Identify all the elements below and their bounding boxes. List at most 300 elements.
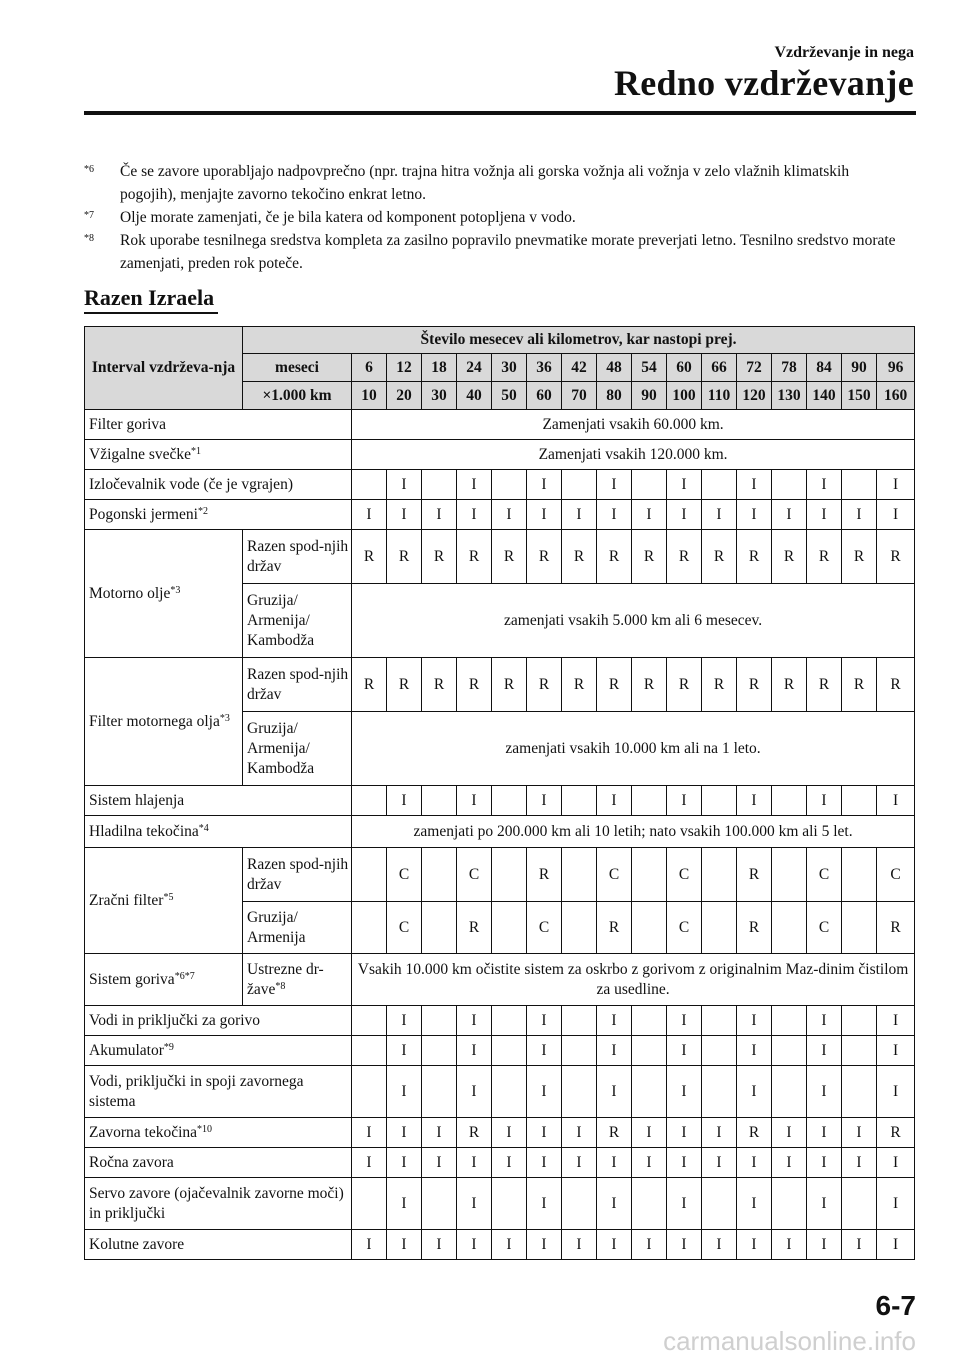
interval-cell (562, 470, 597, 500)
km-cell: 130 (772, 382, 807, 410)
footnote-mark: *7 (84, 210, 94, 221)
interval-cell (632, 1006, 667, 1036)
footnote-ref: *3 (219, 712, 230, 724)
interval-cell: I (667, 786, 702, 816)
interval-cell: I (807, 1148, 842, 1178)
interval-cell (352, 786, 387, 816)
interval-cell: I (632, 1230, 667, 1260)
interval-cell: I (387, 1148, 422, 1178)
interval-cell (772, 902, 807, 954)
interval-cell: R (737, 1118, 772, 1148)
row-engine-oil (85, 530, 915, 584)
footnote-ref: *6*7 (174, 970, 195, 982)
interval-cell: I (702, 1230, 737, 1260)
row-fuel-lines (85, 1006, 915, 1036)
interval-cell: R (597, 658, 632, 712)
interval-cell (702, 902, 737, 954)
interval-cell (842, 786, 877, 816)
interval-cell (842, 470, 877, 500)
interval-cell: R (877, 530, 915, 584)
row-sublabel: Ustrezne dr-žave (247, 960, 324, 998)
row-oil-filter (85, 658, 915, 712)
interval-cell (702, 848, 737, 902)
row-parking-brake (85, 1148, 915, 1178)
month-cell: 6 (352, 354, 387, 382)
chapter-title: Vzdrževanje in nega (774, 44, 914, 61)
row-battery (85, 1036, 915, 1066)
interval-cell (352, 1178, 387, 1230)
interval-cell: R (527, 658, 562, 712)
interval-cell (562, 848, 597, 902)
interval-cell: I (422, 500, 457, 530)
interval-cell (492, 470, 527, 500)
row-label: Zračni filter (89, 891, 164, 909)
interval-cell (422, 1178, 457, 1230)
row-sublabel: Razen spod-njih držav (243, 848, 352, 902)
interval-cell (702, 1036, 737, 1066)
interval-cell (842, 902, 877, 954)
interval-cell: I (842, 1118, 877, 1148)
interval-cell (772, 786, 807, 816)
interval-cell: I (772, 1118, 807, 1148)
interval-cell: R (492, 658, 527, 712)
month-cell: 60 (667, 354, 702, 382)
interval-cell: R (352, 658, 387, 712)
month-cell: 84 (807, 354, 842, 382)
interval-cell: I (527, 1148, 562, 1178)
row-brake-fluid (85, 1118, 915, 1148)
interval-cell (702, 1178, 737, 1230)
interval-cell: R (807, 530, 842, 584)
interval-cell: I (667, 1148, 702, 1178)
interval-cell: I (387, 1230, 422, 1260)
row-sublabel: Razen spod-njih držav (243, 658, 352, 712)
interval-cell: I (667, 1178, 702, 1230)
interval-cell: I (842, 1148, 877, 1178)
interval-cell: C (597, 848, 632, 902)
footnote-8 (84, 229, 904, 275)
interval-cell: R (597, 902, 632, 954)
interval-cell: R (772, 530, 807, 584)
interval-cell: I (702, 500, 737, 530)
interval-cell: R (842, 530, 877, 584)
footnote-ref: *1 (191, 445, 201, 457)
row-sublabel: Gruzija/ Armenija/ Kambodža (243, 584, 352, 658)
interval-cell: I (772, 1230, 807, 1260)
interval-cell: I (457, 470, 492, 500)
footnote-text: Olje morate zamenjati, če je bila katera od komponent potopljena v vodo. (120, 209, 576, 226)
km-cell: 70 (562, 382, 597, 410)
row-text: Zamenjati vsakih 120.000 km. (352, 440, 915, 470)
interval-cell: I (527, 1118, 562, 1148)
interval-cell: I (387, 1118, 422, 1148)
interval-cell: R (632, 658, 667, 712)
interval-cell: R (597, 1118, 632, 1148)
interval-cell (632, 786, 667, 816)
interval-cell (492, 1006, 527, 1036)
interval-cell: R (387, 658, 422, 712)
footnotes (84, 160, 904, 275)
interval-cell: I (877, 500, 915, 530)
interval-cell (772, 470, 807, 500)
interval-cell (352, 1066, 387, 1118)
interval-cell: I (527, 1230, 562, 1260)
interval-cell: I (457, 1148, 492, 1178)
row-brake-lines (85, 1066, 915, 1118)
interval-cell: I (737, 1178, 772, 1230)
interval-cell (422, 902, 457, 954)
interval-cell (842, 1036, 877, 1066)
interval-cell: I (772, 500, 807, 530)
interval-cell (352, 470, 387, 500)
month-cell: 36 (527, 354, 562, 382)
km-cell: 30 (422, 382, 457, 410)
interval-cell: I (702, 1148, 737, 1178)
interval-cell (492, 902, 527, 954)
interval-cell: I (527, 500, 562, 530)
interval-cell: I (737, 1148, 772, 1178)
interval-cell: I (632, 1148, 667, 1178)
row-label: Vodi in priključki za gorivo (85, 1006, 352, 1036)
interval-cell: I (667, 1230, 702, 1260)
interval-cell: I (737, 1230, 772, 1260)
interval-cell (632, 902, 667, 954)
interval-cell (632, 848, 667, 902)
interval-cell: C (877, 848, 915, 902)
row-servo (85, 1178, 915, 1230)
interval-cell: I (387, 786, 422, 816)
row-label: Filter goriva (85, 410, 352, 440)
row-sublabel: Gruzija/ Armenija (243, 902, 352, 954)
interval-cell: C (667, 848, 702, 902)
interval-cell: C (667, 902, 702, 954)
footnote-text: Če se zavore uporabljajo nadpovprečno (npr. trajna hitra vožnja ali gorska vožnja ali vožnja v zelo vlažnih klimatskih pogojih), menjajte zavorno tekočino enkrat letno. (120, 163, 850, 203)
month-cell: 96 (877, 354, 915, 382)
interval-cell (632, 1066, 667, 1118)
interval-cell: I (737, 500, 772, 530)
month-cell: 66 (702, 354, 737, 382)
interval-cell: I (737, 1006, 772, 1036)
interval-cell: R (352, 530, 387, 584)
interval-cell (772, 1066, 807, 1118)
interval-cell: I (387, 1178, 422, 1230)
month-cell: 18 (422, 354, 457, 382)
month-cell: 54 (632, 354, 667, 382)
row-text: Zamenjati vsakih 60.000 km. (352, 410, 915, 440)
interval-cell: I (807, 1006, 842, 1036)
footnote-ref: *2 (197, 505, 208, 517)
maintenance-table (84, 326, 915, 1260)
interval-cell: I (492, 1230, 527, 1260)
km-cell: 10 (352, 382, 387, 410)
row-label: Filter motornega olja (89, 712, 220, 730)
interval-cell: I (527, 1006, 562, 1036)
interval-cell: I (492, 500, 527, 530)
interval-cell: I (772, 1148, 807, 1178)
row-label: Hladilna tekočina (89, 822, 199, 840)
interval-cell: I (807, 1118, 842, 1148)
row-spark-plugs (85, 440, 915, 470)
interval-cell: C (387, 902, 422, 954)
interval-cell: I (667, 500, 702, 530)
row-label: Ročna zavora (85, 1148, 352, 1178)
row-text: zamenjati po 200.000 km ali 10 letih; nato vsakih 100.000 km ali 5 let. (352, 816, 915, 848)
footnote-ref: *5 (163, 891, 174, 903)
interval-cell: I (527, 1178, 562, 1230)
interval-cell (352, 1006, 387, 1036)
interval-cell: R (877, 1118, 915, 1148)
interval-cell (562, 902, 597, 954)
interval-cell (492, 786, 527, 816)
interval-cell: I (807, 1178, 842, 1230)
interval-cell: I (527, 470, 562, 500)
interval-cell: I (457, 786, 492, 816)
interval-cell: I (492, 1118, 527, 1148)
interval-cell (492, 848, 527, 902)
km-cell: 160 (877, 382, 915, 410)
interval-cell (772, 1178, 807, 1230)
row-label: Vodi, priključki in spoji zavornega sistema (85, 1066, 352, 1118)
month-cell: 42 (562, 354, 597, 382)
interval-cell: I (597, 1178, 632, 1230)
row-text: zamenjati vsakih 10.000 km ali na 1 leto. (352, 712, 915, 786)
footnote-mark: *8 (84, 233, 94, 244)
footnote-mark: *6 (84, 164, 94, 175)
row-sublabel: Razen spod-njih držav (243, 530, 352, 584)
interval-cell: R (527, 848, 562, 902)
watermark: carmanualsonline.info (663, 1326, 916, 1356)
interval-cell: I (667, 470, 702, 500)
row-coolant (85, 816, 915, 848)
footnote-ref: *9 (163, 1041, 174, 1053)
interval-cell: I (737, 786, 772, 816)
interval-cell: I (352, 500, 387, 530)
row-label: Zavorna tekočina (89, 1123, 198, 1141)
interval-cell: I (877, 1148, 915, 1178)
interval-cell: I (877, 1178, 915, 1230)
footnote-6 (84, 160, 904, 206)
interval-cell (842, 848, 877, 902)
row-label: Akumulator (89, 1041, 164, 1059)
interval-cell (842, 1006, 877, 1036)
interval-cell: I (597, 1148, 632, 1178)
footnote-ref: *10 (197, 1123, 213, 1135)
interval-cell: I (457, 1006, 492, 1036)
interval-cell: I (387, 1036, 422, 1066)
interval-cell: I (562, 1118, 597, 1148)
page-number: 6-7 (875, 1290, 916, 1321)
interval-cell: R (492, 530, 527, 584)
interval-cell: C (387, 848, 422, 902)
interval-cell: R (387, 530, 422, 584)
row-label: Servo zavore (ojačevalnik zavorne moči) in priključki (85, 1178, 352, 1230)
month-cell: 48 (597, 354, 632, 382)
interval-cell: I (632, 1118, 667, 1148)
row-water-separator (85, 470, 915, 500)
interval-cell: I (387, 1006, 422, 1036)
row-drive-belts (85, 500, 915, 530)
interval-cell: I (527, 1036, 562, 1066)
interval-cell: I (842, 1230, 877, 1260)
interval-cell: I (807, 470, 842, 500)
interval-cell (702, 470, 737, 500)
interval-cell: I (632, 500, 667, 530)
interval-cell: I (457, 500, 492, 530)
interval-cell (632, 1178, 667, 1230)
km-cell: 110 (702, 382, 737, 410)
footnote-7 (84, 206, 904, 229)
page-title: Redno vzdrževanje (613, 63, 914, 103)
interval-cell: I (877, 786, 915, 816)
interval-cell: C (807, 848, 842, 902)
row-text: Vsakih 10.000 km očistite sistem za oskrbo z gorivom z originalnim Maz-dinim čistilom za usedline. (352, 954, 915, 1006)
row-label: Vžigalne svečke (89, 445, 191, 463)
interval-cell (492, 1178, 527, 1230)
interval-cell: R (457, 530, 492, 584)
interval-cell: I (807, 1230, 842, 1260)
interval-cell: I (597, 1006, 632, 1036)
interval-cell: I (877, 1006, 915, 1036)
interval-cell (422, 1006, 457, 1036)
interval-cell (702, 1066, 737, 1118)
km-cell: 140 (807, 382, 842, 410)
interval-cell: I (422, 1118, 457, 1148)
interval-cell (702, 1006, 737, 1036)
interval-cell: R (737, 848, 772, 902)
footnote-ref: *3 (170, 584, 181, 596)
interval-cell (352, 1036, 387, 1066)
month-cell: 30 (492, 354, 527, 382)
km-cell: 150 (842, 382, 877, 410)
row-label: Izločevalnik vode (če je vgrajen) (85, 470, 352, 500)
interval-cell: R (737, 530, 772, 584)
section-underline (84, 312, 218, 314)
interval-cell (422, 1066, 457, 1118)
interval-cell: I (527, 1066, 562, 1118)
month-cell: 78 (772, 354, 807, 382)
row-text: zamenjati vsakih 5.000 km ali 6 mesecev. (352, 584, 915, 658)
interval-cell (492, 1066, 527, 1118)
interval-cell: C (457, 848, 492, 902)
interval-cell: I (877, 470, 915, 500)
interval-cell (562, 786, 597, 816)
month-cell: 12 (387, 354, 422, 382)
footnote-ref: *8 (275, 980, 286, 992)
km-cell: 120 (737, 382, 772, 410)
row-label: Kolutne zavore (85, 1230, 352, 1260)
months-label: meseci (243, 354, 352, 382)
interval-cell: I (667, 1006, 702, 1036)
interval-cell: I (597, 786, 632, 816)
interval-cell (632, 1036, 667, 1066)
interval-cell (422, 470, 457, 500)
interval-cell: I (597, 1230, 632, 1260)
interval-cell: I (807, 500, 842, 530)
interval-cell: I (737, 1066, 772, 1118)
interval-cell: C (527, 902, 562, 954)
interval-cell: I (457, 1230, 492, 1260)
km-label: ×1.000 km (243, 382, 352, 410)
interval-cell: I (457, 1036, 492, 1066)
interval-cell: I (422, 1230, 457, 1260)
interval-cell: R (422, 530, 457, 584)
interval-cell: I (387, 500, 422, 530)
interval-cell (562, 1036, 597, 1066)
interval-cell: I (352, 1118, 387, 1148)
interval-cell (422, 848, 457, 902)
interval-cell (422, 786, 457, 816)
interval-cell (842, 1178, 877, 1230)
interval-cell: R (877, 658, 915, 712)
interval-cell: I (807, 1036, 842, 1066)
row-fuel-system (85, 954, 915, 1006)
row-cooling-system (85, 786, 915, 816)
interval-cell: I (807, 1066, 842, 1118)
interval-cell: R (772, 658, 807, 712)
interval-cell: I (597, 1066, 632, 1118)
interval-cell: I (387, 1066, 422, 1118)
row-label: Sistem hlajenja (85, 786, 352, 816)
row-label: Pogonski jermeni (89, 505, 198, 523)
interval-cell: I (667, 1118, 702, 1148)
interval-cell: I (457, 1066, 492, 1118)
interval-cell: I (492, 1148, 527, 1178)
interval-cell (492, 1036, 527, 1066)
interval-cell: R (562, 658, 597, 712)
interval-cell: I (352, 1148, 387, 1178)
interval-cell: R (667, 658, 702, 712)
row-label: Sistem goriva (89, 970, 175, 988)
km-cell: 40 (457, 382, 492, 410)
interval-cell: I (597, 1036, 632, 1066)
interval-cell: R (807, 658, 842, 712)
interval-cell (562, 1178, 597, 1230)
interval-cell: I (597, 470, 632, 500)
interval-cell: R (457, 1118, 492, 1148)
interval-cell: I (667, 1036, 702, 1066)
interval-cell: I (352, 1230, 387, 1260)
km-cell: 50 (492, 382, 527, 410)
row-disc-brakes (85, 1230, 915, 1260)
km-cell: 20 (387, 382, 422, 410)
km-cell: 80 (597, 382, 632, 410)
interval-cell: R (632, 530, 667, 584)
interval-cell (352, 848, 387, 902)
interval-cell: I (562, 1148, 597, 1178)
row-air-filter (85, 848, 915, 902)
interval-cell: R (457, 658, 492, 712)
km-cell: 90 (632, 382, 667, 410)
interval-cell: R (422, 658, 457, 712)
interval-cell: I (387, 470, 422, 500)
interval-cell (772, 848, 807, 902)
section-title: Razen Izraela (84, 285, 215, 310)
interval-cell: I (737, 470, 772, 500)
interval-cell: R (597, 530, 632, 584)
month-cell: 72 (737, 354, 772, 382)
interval-cell: I (702, 1118, 737, 1148)
interval-cell (352, 902, 387, 954)
interval-cell: I (597, 500, 632, 530)
row-label: Motorno olje (89, 584, 171, 602)
interval-cell: I (877, 1036, 915, 1066)
interval-cell (772, 1036, 807, 1066)
row-sublabel: Gruzija/ Armenija/ Kambodža (243, 712, 352, 786)
interval-cell: I (527, 786, 562, 816)
interval-cell: R (842, 658, 877, 712)
interval-cell: I (737, 1036, 772, 1066)
interval-cell: R (737, 902, 772, 954)
